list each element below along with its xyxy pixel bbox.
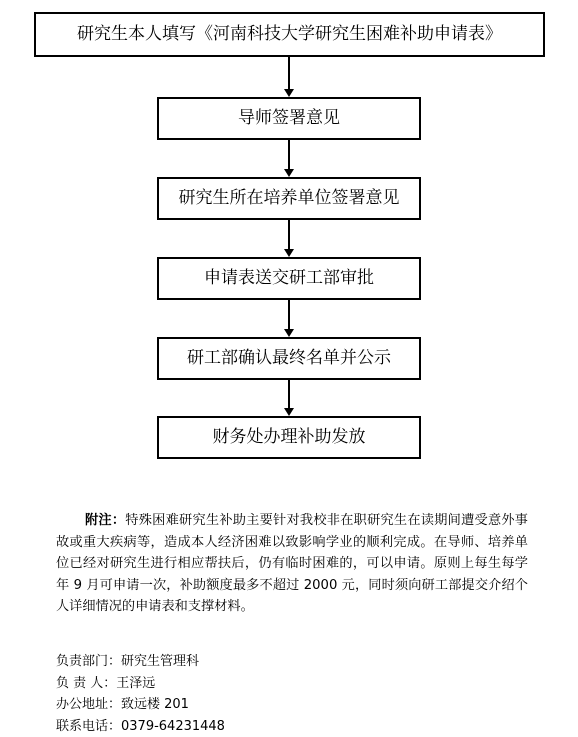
arrow-line <box>288 140 290 170</box>
flow-arrow <box>284 380 294 416</box>
flow-step-confirm-list <box>157 337 421 380</box>
flow-arrow <box>284 57 294 97</box>
flow-step-label: 导师签署意见 <box>238 110 340 127</box>
arrow-down-icon <box>284 249 294 257</box>
note-label: 附注： <box>85 513 125 528</box>
arrow-line <box>288 300 290 330</box>
arrow-line <box>288 220 290 250</box>
arrow-down-icon <box>284 329 294 337</box>
contact-address: 办公地址：致远楼 201 <box>56 694 225 716</box>
arrow-down-icon <box>284 169 294 177</box>
contact-person: 负 责 人：王泽远 <box>56 673 225 695</box>
flow-arrow <box>284 140 294 177</box>
flow-arrow <box>284 220 294 257</box>
flow-step-label: 研究生所在培养单位签署意见 <box>179 190 400 207</box>
arrow-down-icon <box>284 408 294 416</box>
note-paragraph <box>56 510 528 618</box>
flow-arrow <box>284 300 294 337</box>
arrow-line <box>288 380 290 409</box>
flow-step-advisor-opinion <box>157 97 421 140</box>
flow-step-unit-opinion <box>157 177 421 220</box>
arrow-line <box>288 57 290 90</box>
flow-step-label: 申请表送交研工部审批 <box>204 270 374 287</box>
contact-phone: 联系电话：0379-64231448 <box>56 716 225 737</box>
contact-info <box>56 651 225 737</box>
flow-step-finance-payment <box>157 416 421 459</box>
flow-step-label: 研究生本人填写《河南科技大学研究生困难补助申请表》 <box>77 26 502 43</box>
flow-step-fill-application <box>34 12 545 57</box>
contact-department: 负责部门：研究生管理科 <box>56 651 225 673</box>
note-text: 特殊困难研究生补助主要针对我校非在职研究生在读期间遭受意外事故或重大疾病等，造成本人经济困难以致影响学业的顺利完成。在导师、培养单位已经对研究生进行相应帮扶后，仍有临时困难的，可以申请。原则上每生每学年 9 月可申请一次，补助额度最多不超过 2000 元，同时须向研工部提交介绍个人详细情况的申请表和支撑材料。 <box>56 513 528 614</box>
flow-step-label: 研工部确认最终名单并公示 <box>187 350 391 367</box>
flow-step-label: 财务处办理补助发放 <box>213 429 366 446</box>
flow-step-submit-review <box>157 257 421 300</box>
arrow-down-icon <box>284 89 294 97</box>
